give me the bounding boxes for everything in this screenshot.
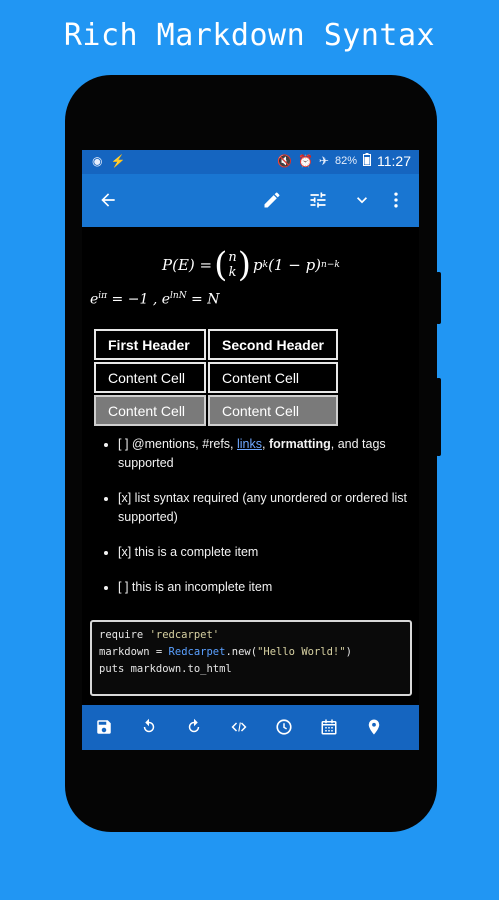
overflow-menu-button[interactable] — [384, 188, 408, 212]
undo-button[interactable] — [138, 716, 160, 738]
table-header-row — [94, 329, 338, 360]
phone-side-button — [436, 272, 441, 324]
arrow-left-icon — [98, 190, 118, 210]
math-formula-euler — [90, 291, 219, 308]
format-settings-button[interactable] — [306, 188, 330, 212]
battery-icon — [363, 153, 371, 169]
markdown-preview — [82, 227, 419, 705]
back-button[interactable] — [96, 188, 120, 212]
status-bar — [82, 150, 419, 174]
code-line — [99, 627, 403, 644]
formula-p-exp: k — [262, 260, 269, 270]
code-token: ) — [345, 646, 352, 658]
formula-rest-exp: n−k — [321, 260, 340, 270]
code-icon — [230, 718, 248, 736]
save-button[interactable] — [93, 716, 115, 738]
euler-e: e — [90, 291, 99, 308]
code-block — [90, 620, 412, 696]
table-row — [94, 362, 338, 393]
formula-lhs: P(E) = — [162, 256, 213, 274]
undo-icon — [140, 718, 158, 736]
markdown-table — [92, 327, 340, 428]
alarm-icon: ⏰ — [297, 154, 313, 168]
list-item: • [x] this is a complete item — [118, 543, 419, 562]
table-cell: Content Cell — [94, 362, 206, 393]
code-token: require — [99, 629, 150, 641]
table-cell: Content Cell — [94, 395, 206, 426]
binomial-coefficient: ( n k ) — [214, 245, 251, 285]
list-item — [118, 435, 419, 473]
list-text: , and tags supported — [118, 437, 386, 470]
bold-text: formatting — [268, 437, 331, 451]
table-header: First Header — [94, 329, 206, 360]
table-header: Second Header — [208, 329, 338, 360]
binom-top: n — [228, 250, 237, 265]
formula-rest: (1 − p) — [268, 256, 322, 274]
app-screen — [82, 150, 419, 750]
task-list — [98, 435, 419, 613]
save-icon — [95, 718, 113, 736]
ln-end: = N — [186, 291, 220, 308]
redo-icon — [185, 718, 203, 736]
code-string: "Hello World!" — [257, 646, 346, 658]
app-notification-icon: ◉ — [92, 154, 103, 168]
app-bar — [82, 174, 419, 227]
flash-icon: ⚡ — [110, 154, 126, 168]
more-vert-icon — [386, 190, 406, 210]
table-cell: Content Cell — [208, 395, 338, 426]
list-text: , — [262, 437, 269, 451]
expand-button[interactable] — [350, 188, 374, 212]
euler-mid: = −1 , — [107, 291, 162, 308]
list-item: • [ ] this is an incomplete item — [118, 578, 419, 597]
bottom-toolbar — [82, 705, 419, 750]
euler-exp: iπ — [98, 291, 108, 301]
list-text: [ ] @mentions, #refs, — [118, 437, 237, 451]
code-string: 'redcarpet' — [149, 629, 220, 641]
links-link[interactable]: links — [236, 437, 262, 451]
redo-button[interactable] — [183, 716, 205, 738]
clock-time: 11:27 — [377, 153, 411, 169]
table-cell: Content Cell — [208, 362, 338, 393]
code-token: markdown = — [99, 646, 169, 658]
code-button[interactable] — [228, 716, 250, 738]
insert-date-button[interactable] — [318, 716, 340, 738]
formula-p: p — [253, 256, 263, 274]
edit-button[interactable] — [260, 188, 284, 212]
location-icon — [365, 718, 383, 736]
code-line — [99, 644, 403, 661]
table-row — [94, 395, 338, 426]
pencil-icon — [262, 190, 282, 210]
tune-icon — [308, 190, 328, 210]
mute-icon: 🔇 — [277, 154, 292, 168]
chevron-down-icon — [352, 190, 372, 210]
insert-time-button[interactable] — [273, 716, 295, 738]
phone-side-button — [436, 378, 441, 456]
ln-exp: lnN — [170, 291, 187, 301]
code-token: .new( — [225, 646, 258, 658]
ln-e: e — [161, 291, 171, 308]
binom-bottom: k — [228, 265, 237, 280]
promo-title: Rich Markdown Syntax — [63, 18, 436, 53]
battery-percent: 82% — [334, 155, 357, 167]
airplane-icon: ✈ — [318, 154, 329, 168]
clock-icon — [275, 718, 293, 736]
calendar-icon — [320, 718, 338, 736]
code-line: puts markdown.to_html — [99, 663, 232, 675]
code-constant: Redcarpet — [168, 646, 226, 658]
math-formula-binomial — [162, 245, 362, 285]
list-item: • [x] list syntax required (any unordered or ordered list supported) — [118, 489, 419, 527]
insert-location-button[interactable] — [363, 716, 385, 738]
